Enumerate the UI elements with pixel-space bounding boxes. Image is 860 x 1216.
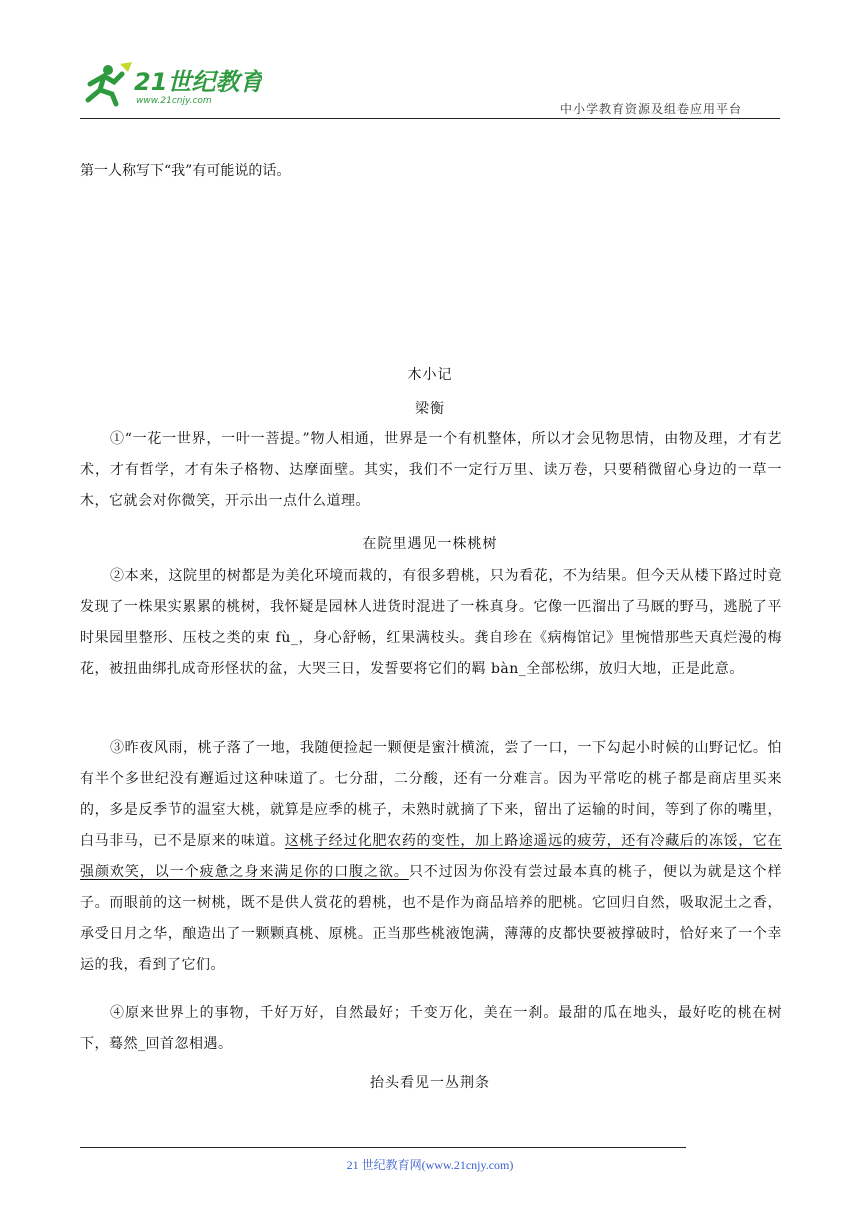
section-heading-2: 抬头看见一丛荆条 xyxy=(370,1075,490,1091)
paragraph-3-end: 只不过因为你没有尝过最本真的桃子，便以为就是这个样子。而眼前的这一树桃，既不是供人赏花的碧桃，也不是作为商品培养的肥桃。它回归自然，吸取泥土之香，承受日月之华，酿造出了一颗颗真桃、原桃。正当那些桃液饱满，薄薄的皮都快要被撑破时，恰好来了一个幸运的我，看到了它们。 xyxy=(80,864,783,973)
footer-divider xyxy=(80,1147,686,1148)
runner-logo-icon xyxy=(82,60,262,110)
header-divider xyxy=(80,118,780,119)
svg-text:www.21cnjy.com: www.21cnjy.com xyxy=(136,96,212,106)
article-author: 梁衡 xyxy=(415,401,445,417)
svg-text:21世纪教育: 21世纪教育 xyxy=(134,68,262,96)
underlined-sentence: 这桃子经过化肥农药的变性，加上路途遥远的疲劳，还有冷藏后的冻馁，它在强颜欢笑，以一个疲惫之身来满足你的口腹之欲。 xyxy=(80,833,783,880)
article-title: 木小记 xyxy=(407,367,453,383)
question-intro: 第一人称写下“我”有可能说的话。 xyxy=(80,163,291,179)
section-heading-1: 在院里遇见一株桃树 xyxy=(362,536,498,552)
paragraph-3-start: ③昨夜风雨，桃子落了一地，我随便捡起一颗便是蜜汁横流，尝了一口，一下勾起小时候的山野记忆。怕有半个多世纪没有邂逅过这种味道了。七分甜，二分酸，还有一分难言。因为平常吃的桃子都是商店里买来的，多是反季节的温室大桃，就算是应季的桃子，未熟时就摘了下来，留出了运输的时间，等到了你的嘴里，白马非马，已不是原来的味道。 xyxy=(80,740,782,849)
site-logo xyxy=(82,60,262,110)
paragraph-3 xyxy=(80,733,782,981)
paragraph-2: ②本来，这院里的树都是为美化环境而栽的，有很多碧桃，只为看花，不为结果。但今天从楼下路过时竟发现了一株果实累累的桃树，我怀疑是园林人进货时混进了一株真身。它像一匹溜出了马厩的野马，逃脱了平时果园里整形、压枝之类的束 fù_，身心舒畅，红果满枝头。龚自珍在《病梅馆记》里惋惜那些天真烂漫的梅花，被扭曲绑扎成奇形怪状的盆，大哭三日，发誓要将它们的羁 bàn_全部松绑，放归大地，正是此意。 xyxy=(80,568,782,677)
paragraph-4: ④原来世界上的事物，千好万好，自然最好；千变万化，美在一刹。最甜的瓜在地头，最好吃的桃在树下，蓦然_回首忽相遇。 xyxy=(80,1005,782,1052)
footer-text: 21 世纪教育网(www.21cnjy.com) xyxy=(346,1158,514,1172)
platform-name: 中小学教育资源及组卷应用平台 xyxy=(560,102,743,116)
paragraph-1: ①“一花一世界，一叶一菩提。”物人相通，世界是一个有机整体，所以才会见物思情，由物及理，才有艺术，才有哲学，才有朱子格物、达摩面壁。其实，我们不一定行万里、读万卷，只要稍微留心身边的一草一木，它就会对你微笑，开示出一点什么道理。 xyxy=(80,431,782,509)
